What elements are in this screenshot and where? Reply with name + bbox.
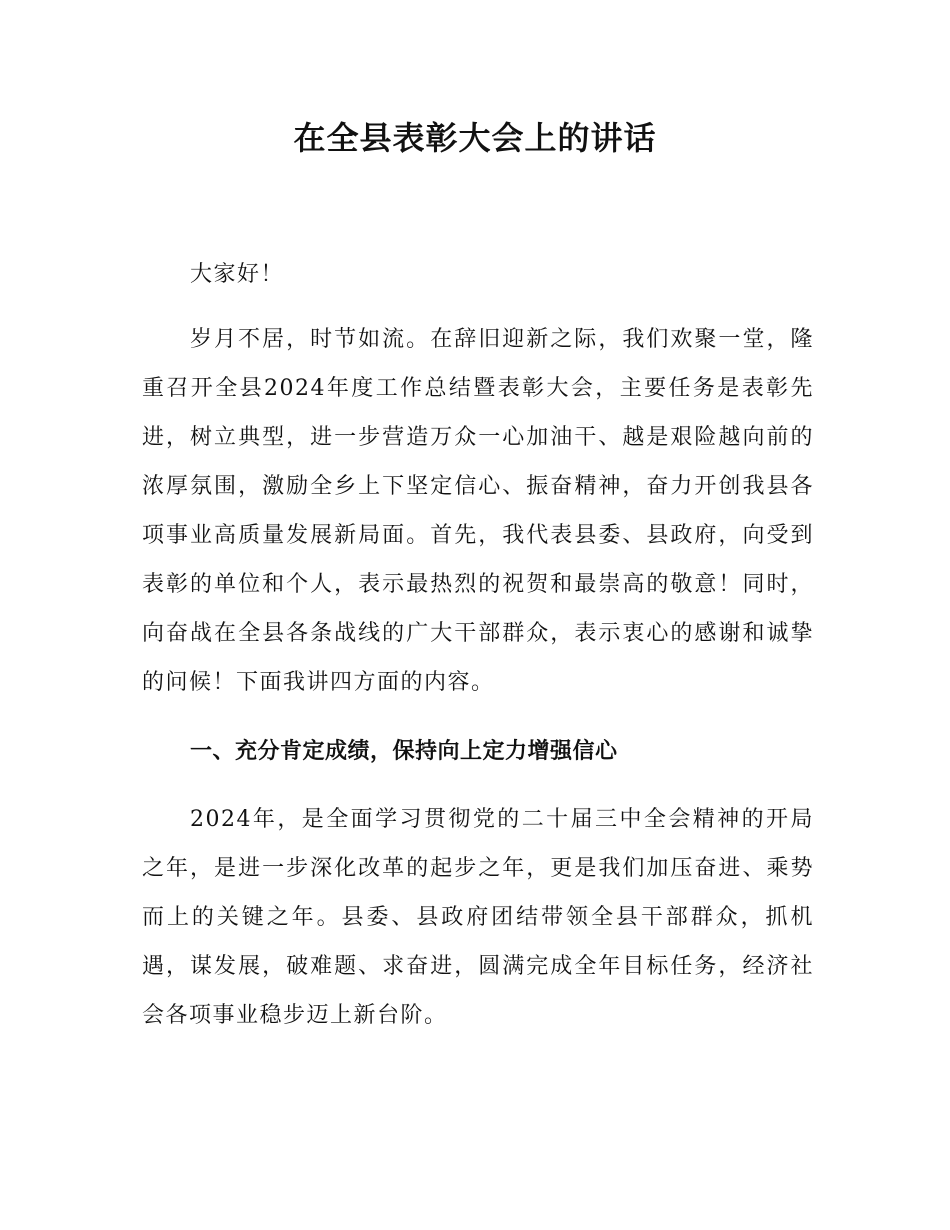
section-body-paragraph: 2024年，是全面学习贯彻党的二十届三中全会精神的开局之年，是进一步深化改革的起步之年，更是我们加压奋进、乘势而上的关键之年。县委、县政府团结带领全县干部群众，抓机遇，谋发展，破难题、求奋进，圆满完成全年目标任务，经济社会各项事业稳步迈上新台阶。 [142,807,814,1028]
intro-paragraph: 岁月不居，时节如流。在辞旧迎新之际，我们欢聚一堂，隆重召开全县2024年度工作总结暨表彰大会，主要任务是表彰先进，树立典型，进一步营造万众一心加油干、越是艰险越向前的浓厚氛围，激励全乡上下坚定信心、振奋精神，奋力开创我县各项事业高质量发展新局面。首先，我代表县委、县政府，向受到表彰的单位和个人，表示最热烈的祝贺和最崇高的敬意！同时，向奋战在全县各条战线的广大干部群众，表示衷心的感谢和诚挚的问候！下面我讲四方面的内容。 [142,327,814,695]
section-heading: 一、充分肯定成绩，保持向上定力增强信心 [190,739,618,764]
document-title: 在全县表彰大会上的讲话 [293,119,657,157]
greeting-paragraph: 大家好！ [190,262,285,287]
